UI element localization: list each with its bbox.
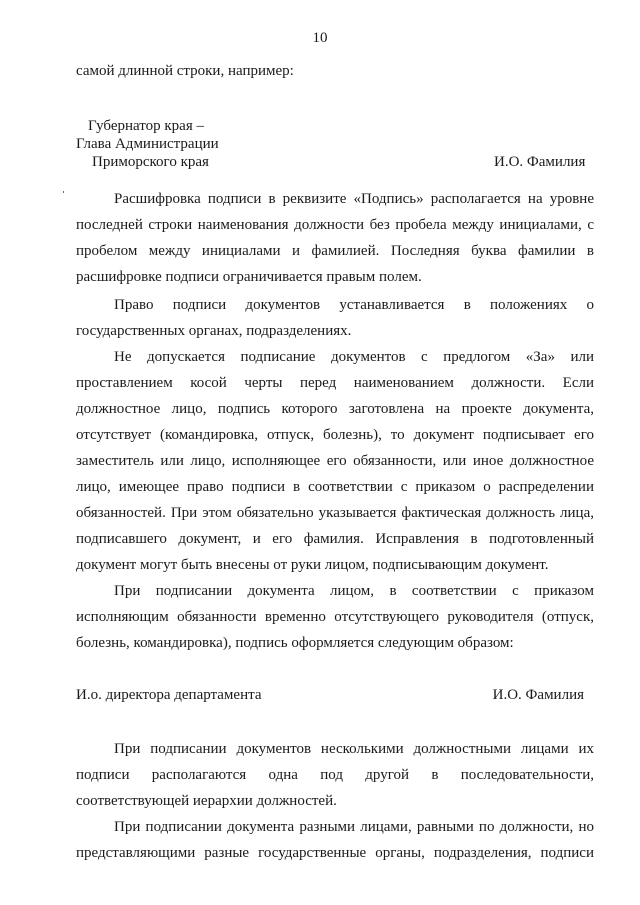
text-line: должностное лицо, подпись которого заготовлена на проекте документа,: [76, 401, 594, 417]
paragraph-not-allowed: [76, 344, 594, 578]
text-line: подписавшего документ, и его фамилия. Исправления в подготовленный: [76, 531, 594, 547]
text-line: исполняющим обязанности временно отсутствующего руководителя (отпуск,: [76, 609, 594, 625]
text-line: соответствующей иерархии должностей.: [76, 793, 337, 809]
paragraph-acting-head: [76, 578, 594, 656]
intro-line: самой длинной строки, например:: [76, 63, 294, 79]
text-line: Право подписи документов устанавливается в положениях о: [114, 297, 594, 313]
text-line: Не допускается подписание документов с предлогом «За» или: [114, 349, 594, 365]
intro-paragraph: [76, 58, 594, 84]
margin-mark: [63, 191, 64, 193]
signature-position: И.о. директора департамента: [76, 687, 262, 703]
text-line: последней строки наименования должности без пробела между инициалами, с: [76, 217, 594, 233]
signature-position-line: Глава Администрации: [76, 136, 219, 152]
paragraph-signature-decoding: [76, 186, 594, 290]
paragraph-multiple-signers: [76, 736, 594, 814]
text-line: подписи располагаются одна под другой в последовательности,: [76, 767, 594, 783]
signature-position-line: Приморского края: [92, 154, 209, 170]
text-line: При подписании документов несколькими должностными лицами их: [114, 741, 594, 757]
text-line: болезнь, командировка), подпись оформляется следующим образом:: [76, 635, 514, 651]
page-number: 10: [312, 30, 328, 46]
paragraph-signature-right: [76, 292, 594, 344]
signature-name: И.О. Фамилия: [492, 687, 584, 703]
text-line: документ могут быть внесены от руки лицом, подписывающим документ.: [76, 557, 549, 573]
text-line: При подписании документа разными лицами, равными по должности, но: [114, 819, 594, 835]
signature-position-line: Губернатор края –: [88, 118, 204, 134]
paragraph-equal-signers: [76, 814, 594, 866]
text-line: расшифровке подписи ограничивается правым полем.: [76, 269, 422, 285]
text-line: представляющими разные государственные органы, подразделения, подписи: [76, 845, 594, 861]
text-line: обязанностей. При этом обязательно указывается фактическая должность лица,: [76, 505, 594, 521]
text-line: отсутствует (командировка, отпуск, болезнь), то документ подписывает его: [76, 427, 594, 443]
signature-name: И.О. Фамилия: [494, 154, 586, 170]
text-line: При подписании документа лицом, в соответствии с приказом: [114, 583, 594, 599]
text-line: Расшифровка подписи в реквизите «Подпись» располагается на уровне: [114, 191, 594, 207]
text-line: лицо, имеющее право подписи в соответствии с приказом о распределении: [76, 479, 594, 495]
text-line: заместитель или лицо, исполняющее его обязанности, или иное должностное: [76, 453, 594, 469]
signature-example-acting: [76, 684, 594, 706]
text-line: проставлением косой черты перед наименованием должности. Если: [76, 375, 594, 391]
text-line: государственных органах, подразделениях.: [76, 323, 352, 339]
text-line: пробелом между инициалами и фамилией. Последняя буква фамилии в: [76, 243, 594, 259]
